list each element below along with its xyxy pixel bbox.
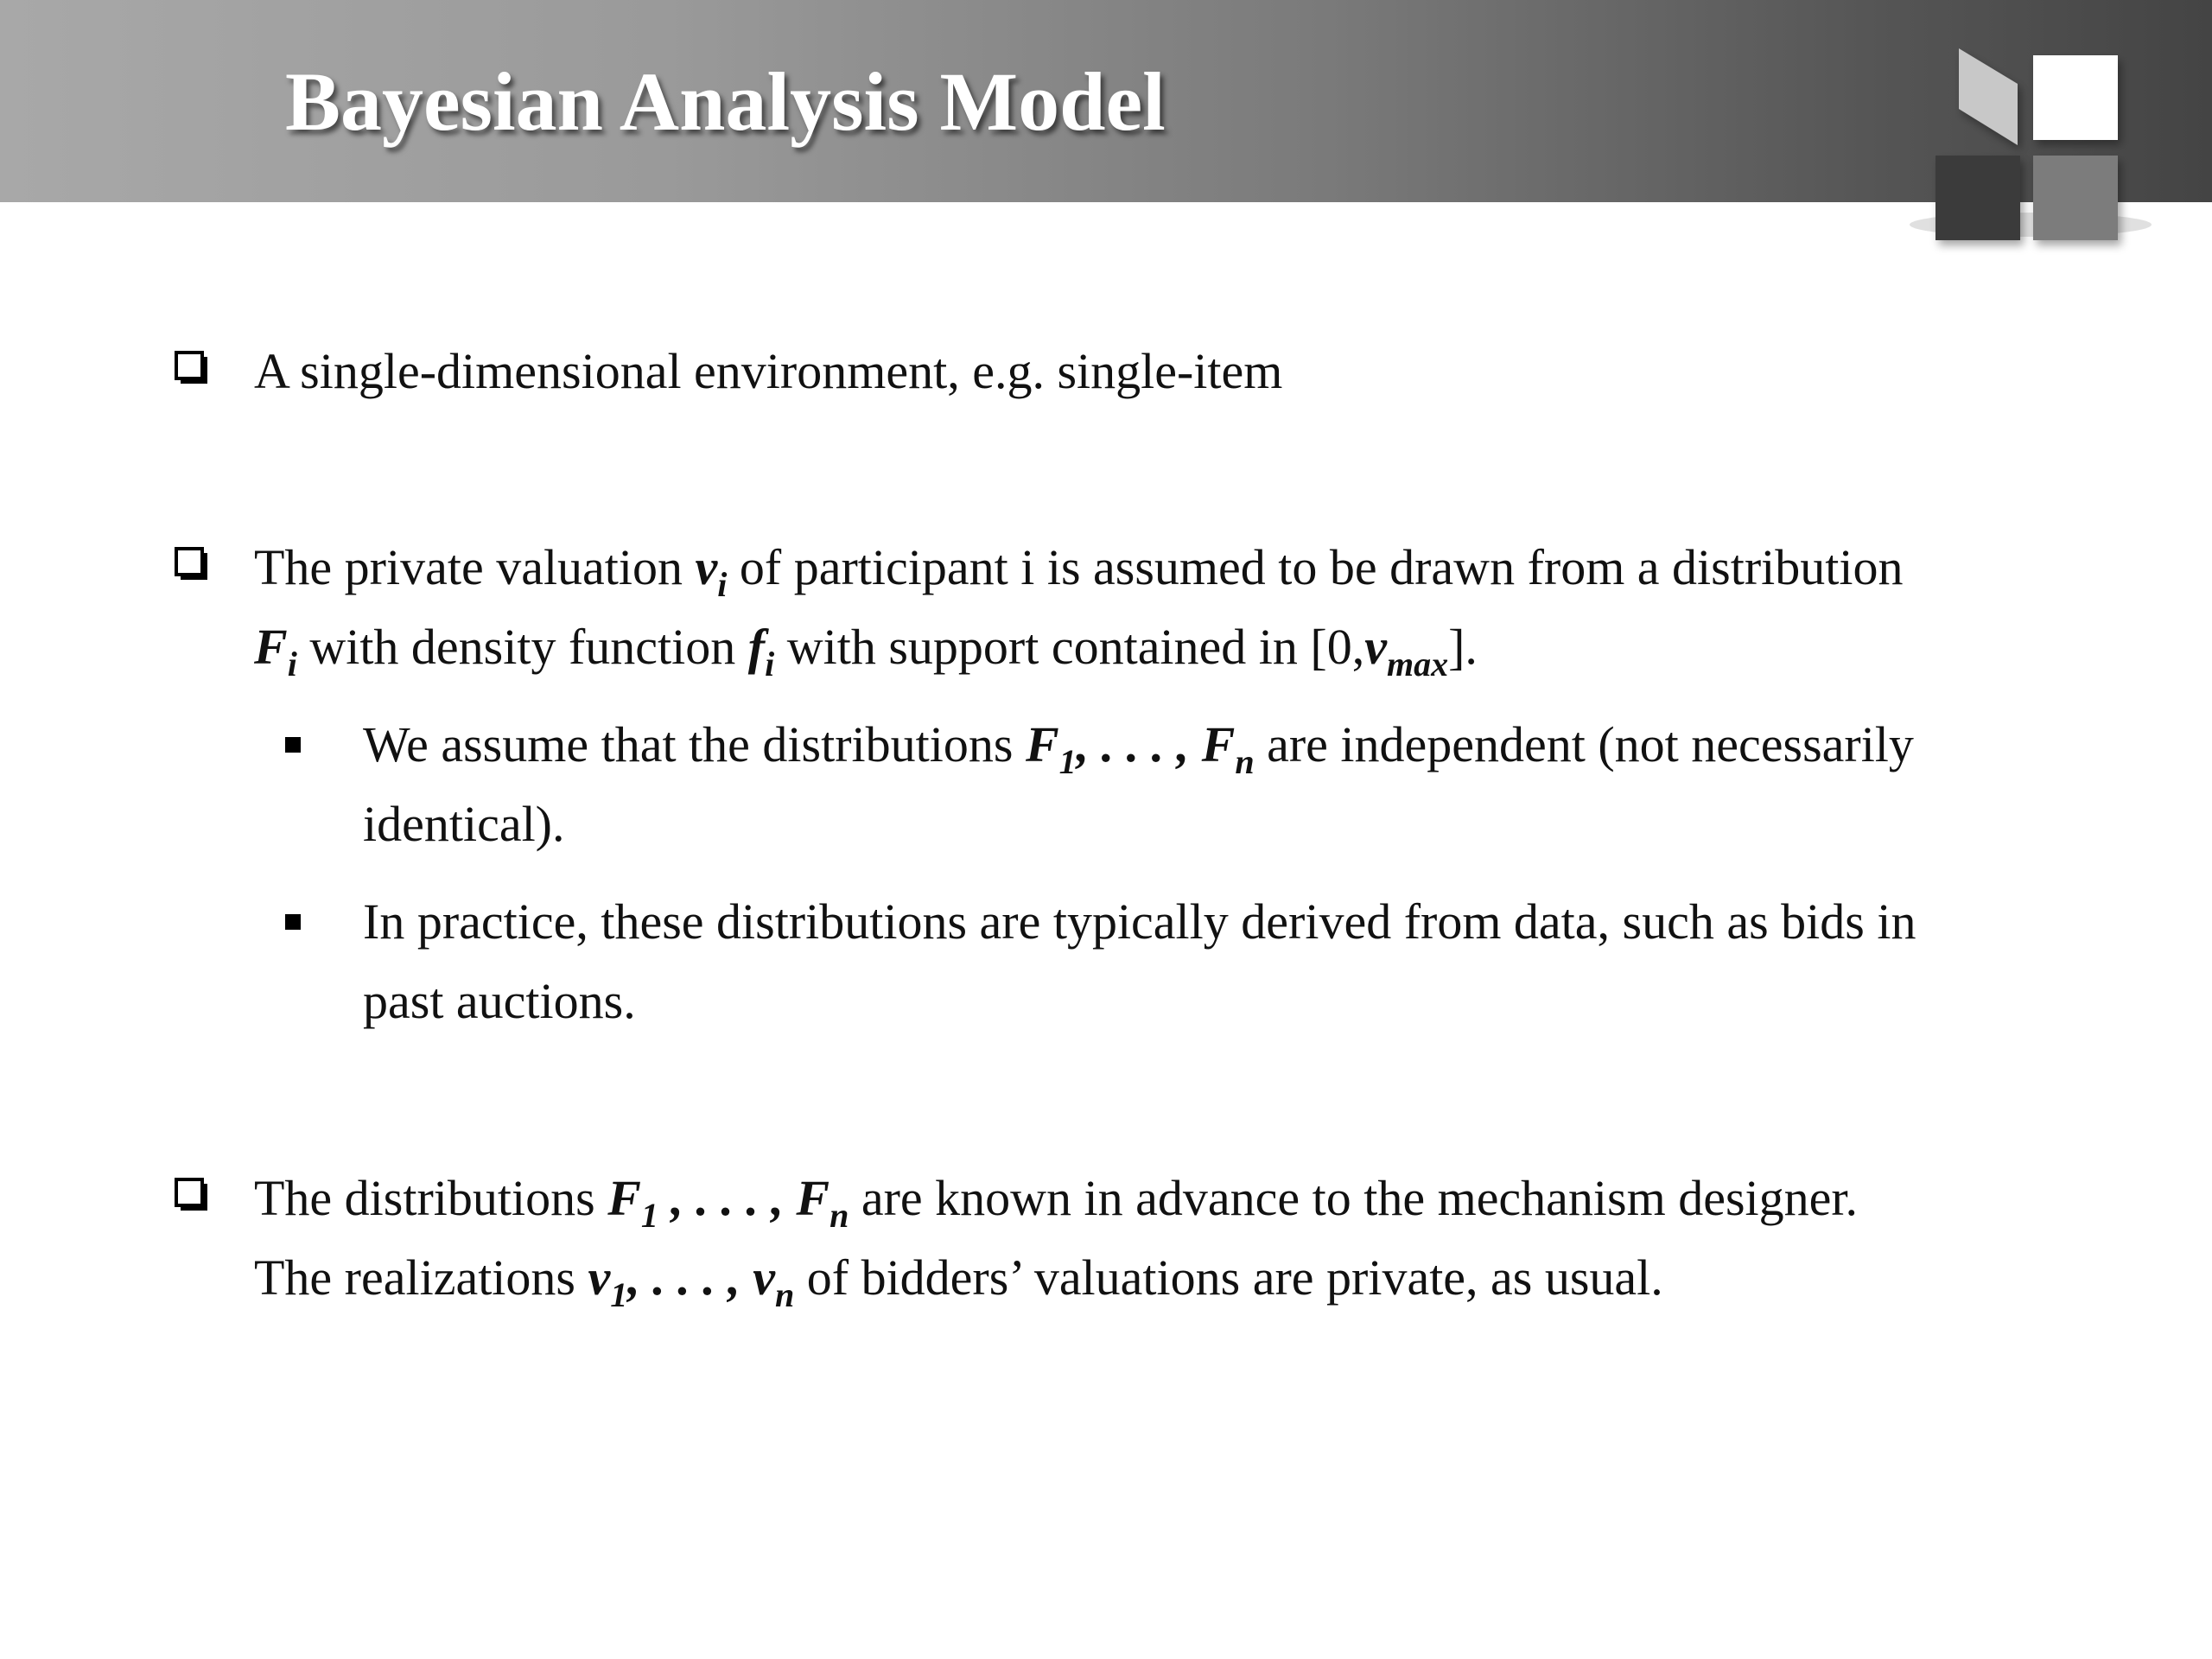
checkbox-bullet-icon [173,545,209,582]
checkbox-bullet-icon [173,1176,209,1212]
bullet-private-valuation: The private valuation $v_i$ of participant i is assumed to be drawn from a distribution $F_i$ with density function $f_i$ with support contained in $[0,v_{max}]$. [254,539,1904,683]
slide-title: Bayesian Analysis Model [285,55,1166,148]
square-sub-bullet-icon [285,914,301,930]
square-sub-bullet-icon [285,737,301,753]
sub-bullet-derived-from-data: In practice, these distributions are typically derived from data, such as bids in past auctions. [363,893,1916,1029]
bullet-single-dimensional: A single-dimensional environment, e.g. single-item [254,343,1283,399]
checkbox-bullet-icon [173,349,209,385]
bullet-distributions-known: The distributions $F_1$ , . . . , $F_n$ are known in advance to the mechanism designer. The realizations $v_1$, . . . , $v_n$ of bidders’ valuations are private, as usual. [254,1170,1859,1314]
sub-bullet-independent-distributions: We assume that the distributions $F_1$, . . . , $F_n$ are independent (not necessarily identical). [363,716,1914,852]
